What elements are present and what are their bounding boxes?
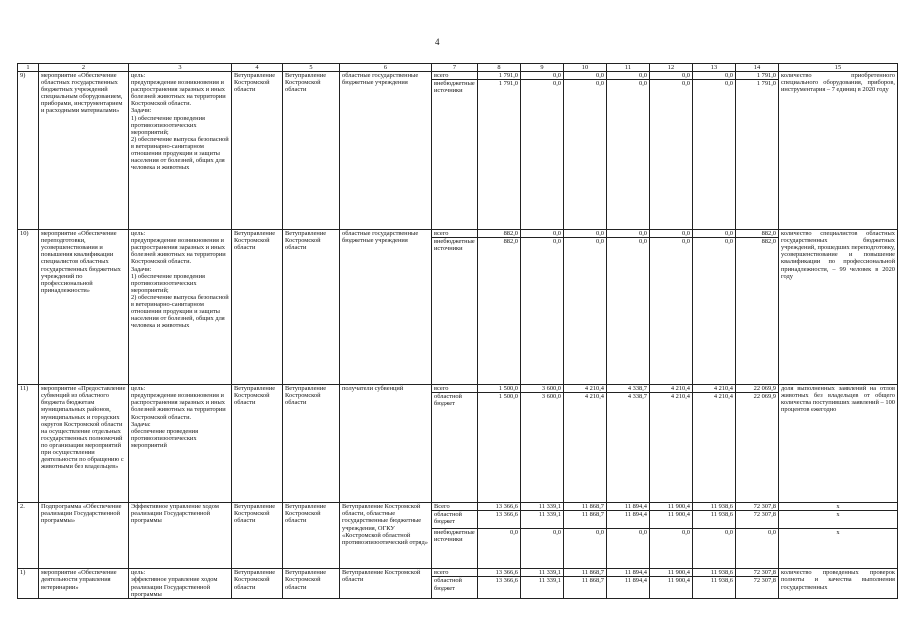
activity-name-cell: Подпрограмма «Обеспечение реализации Государственной программы» xyxy=(39,503,129,569)
column-number-7: 7 xyxy=(432,64,478,72)
column-number-8: 8 xyxy=(478,64,521,72)
funding-source-cell: всего xyxy=(432,385,478,393)
participant-cell: Ветуправление Костромской области xyxy=(340,569,432,599)
amount-cell: 0,0 xyxy=(607,80,650,230)
amount-cell: 11 900,4 xyxy=(650,569,693,577)
amount-cell: 4 210,4 xyxy=(650,393,693,503)
executor-cell: Ветуправление Костромской области xyxy=(232,503,283,569)
amount-cell: 72 307,8 xyxy=(736,577,779,599)
row-number-cell: 1) xyxy=(18,569,39,599)
table-row xyxy=(18,385,898,393)
column-number-11: 11 xyxy=(607,64,650,72)
funding-source-cell: областной бюджет xyxy=(432,577,478,599)
amount-cell: 1 791,0 xyxy=(478,72,521,80)
amount-cell: 4 210,4 xyxy=(650,385,693,393)
amount-cell: 0,0 xyxy=(650,80,693,230)
amount-cell: 0,0 xyxy=(521,529,564,569)
amount-cell: 11 900,4 xyxy=(650,577,693,599)
page-number: 4 xyxy=(435,37,440,47)
executor-cell: Ветуправление Костромской области xyxy=(232,569,283,599)
amount-cell: 0,0 xyxy=(693,230,736,238)
amount-cell: 11 894,4 xyxy=(607,503,650,511)
column-number-6: 6 xyxy=(340,64,432,72)
amount-cell: 4 210,4 xyxy=(564,393,607,503)
amount-cell: 11 339,1 xyxy=(521,577,564,599)
amount-cell: 13 366,6 xyxy=(478,569,521,577)
amount-cell: 22 069,9 xyxy=(736,385,779,393)
amount-cell: 3 600,0 xyxy=(521,393,564,503)
amount-cell: 0,0 xyxy=(650,529,693,569)
amount-cell: 11 339,1 xyxy=(521,569,564,577)
row-number-cell: 10) xyxy=(18,230,39,385)
amount-cell: 11 894,4 xyxy=(607,569,650,577)
amount-cell: 0,0 xyxy=(693,80,736,230)
amount-cell: 72 307,8 xyxy=(736,569,779,577)
executor-cell: Ветуправление Костромской области xyxy=(232,230,283,385)
amount-cell: 4 210,4 xyxy=(564,385,607,393)
row-number-cell: 9) xyxy=(18,72,39,230)
amount-cell: 72 307,8 xyxy=(736,511,779,529)
funding-source-cell: внебюджетные источники xyxy=(432,80,478,230)
amount-cell: 0,0 xyxy=(693,238,736,385)
funding-source-cell: всего xyxy=(432,72,478,80)
result-cell: количество проведенных проверок полноты и качества выполнения государственных xyxy=(779,569,898,599)
amount-cell: 882,0 xyxy=(478,238,521,385)
column-number-row xyxy=(18,64,898,72)
amount-cell: 22 069,9 xyxy=(736,393,779,503)
participant-cell: Ветуправление Костромской области, областные государственные бюджетные учреждения, ОГКУ «Костромской областной противоэпизоотический отряд» xyxy=(340,503,432,569)
funding-source-cell: всего xyxy=(432,569,478,577)
amount-cell: 4 210,4 xyxy=(693,393,736,503)
column-number-3: 3 xyxy=(129,64,232,72)
result-cell: x xyxy=(779,511,898,529)
activity-name-cell: мероприятие «Обеспечение переподготовки, усовершенствования и повышения квалификации специалистов областных государственных бюджетных учреждений по профессиональной принадлежности» xyxy=(39,230,129,385)
amount-cell: 0,0 xyxy=(564,529,607,569)
amount-cell: 0,0 xyxy=(521,72,564,80)
funding-source-cell: внебюджетные источники xyxy=(432,529,478,569)
amount-cell: 11 868,7 xyxy=(564,569,607,577)
amount-cell: 3 600,0 xyxy=(521,385,564,393)
amount-cell: 13 366,6 xyxy=(478,511,521,529)
amount-cell: 4 338,7 xyxy=(607,385,650,393)
amount-cell: 11 339,1 xyxy=(521,511,564,529)
funding-source-cell: внебюджетные источники xyxy=(432,238,478,385)
column-number-15: 15 xyxy=(779,64,898,72)
participant-cell: получатели субвенций xyxy=(340,385,432,503)
amount-cell: 0,0 xyxy=(564,238,607,385)
column-number-4: 4 xyxy=(232,64,283,72)
amount-cell: 1 500,0 xyxy=(478,385,521,393)
participant-cell: областные государственные бюджетные учреждения xyxy=(340,230,432,385)
goal-cell: цель: предупреждение возникновения и распространения заразных и иных болезней животных на территории Костромской области. Задачи: 1) обеспечение проведения противоэпизоотических мероприятий; 2) обеспечение выпуска безопасной в ветеринарно-санитарном отношении продукции и защиты населения от болезней, общих для человека и животных xyxy=(129,72,232,230)
amount-cell: 0,0 xyxy=(607,529,650,569)
amount-cell: 0,0 xyxy=(521,80,564,230)
amount-cell: 0,0 xyxy=(564,80,607,230)
coexecutor-cell: Ветуправление Костромской области xyxy=(283,503,340,569)
participant-cell: областные государственные бюджетные учреждения xyxy=(340,72,432,230)
column-number-2: 2 xyxy=(39,64,129,72)
column-number-9: 9 xyxy=(521,64,564,72)
funding-source-cell: всего xyxy=(432,230,478,238)
amount-cell: 0,0 xyxy=(650,230,693,238)
table-row xyxy=(18,230,898,238)
amount-cell: 11 894,4 xyxy=(607,511,650,529)
table-row xyxy=(18,503,898,511)
amount-cell: 0,0 xyxy=(607,238,650,385)
column-number-14: 14 xyxy=(736,64,779,72)
funding-source-cell: Всего xyxy=(432,503,478,511)
result-cell: доля выполненных заявлений на отлов животных без владельцев от общего количества поступивших заявлений – 100 процентов ежегодно xyxy=(779,385,898,503)
amount-cell: 11 868,7 xyxy=(564,503,607,511)
amount-cell: 0,0 xyxy=(564,230,607,238)
goal-cell: цель: предупреждение возникновения и распространения заразных и иных болезней животных на территории Костромской области. Задачи: 1) обеспечение проведения противоэпизоотических мероприятий; 2) обеспечение выпуска безопасной в ветеринарно-санитарном отношении продукции и защиты населения от болезней, общих для человека и животных xyxy=(129,230,232,385)
amount-cell: 882,0 xyxy=(736,238,779,385)
result-cell: количество приобретенного специального оборудования, приборов, инструментария – 7 единиц в 2020 году xyxy=(779,72,898,230)
coexecutor-cell: Ветуправление Костромской области xyxy=(283,569,340,599)
amount-cell: 11 938,6 xyxy=(693,511,736,529)
amount-cell: 4 210,4 xyxy=(693,385,736,393)
amount-cell: 11 868,7 xyxy=(564,577,607,599)
amount-cell: 0,0 xyxy=(736,529,779,569)
column-number-5: 5 xyxy=(283,64,340,72)
amount-cell: 1 791,0 xyxy=(736,80,779,230)
column-number-1: 1 xyxy=(18,64,39,72)
amount-cell: 11 938,6 xyxy=(693,569,736,577)
goal-cell: цель: эффективное управление ходом реализации Государственной программы xyxy=(129,569,232,599)
amount-cell: 11 339,1 xyxy=(521,503,564,511)
row-number-cell: 11) xyxy=(18,385,39,503)
amount-cell: 0,0 xyxy=(607,230,650,238)
goal-cell: Эффективное управление ходом реализации Государственной программы xyxy=(129,503,232,569)
amount-cell: 0,0 xyxy=(693,72,736,80)
amount-cell: 11 900,4 xyxy=(650,511,693,529)
coexecutor-cell: Ветуправление Костромской области xyxy=(283,385,340,503)
result-cell: x xyxy=(779,503,898,511)
activity-name-cell: мероприятие «Предоставление субвенций из областного бюджета бюджетам муниципальных районов, муниципальных и городских округов Костромской области на осуществление отдельных государственных полномочий по организации мероприятий при осуществлении деятельности по обращению с животными без владельцев» xyxy=(39,385,129,503)
amount-cell: 0,0 xyxy=(521,230,564,238)
amount-cell: 0,0 xyxy=(650,72,693,80)
amount-cell: 4 338,7 xyxy=(607,393,650,503)
table-row xyxy=(18,569,898,577)
table-row xyxy=(18,72,898,80)
amount-cell: 882,0 xyxy=(736,230,779,238)
amount-cell: 11 900,4 xyxy=(650,503,693,511)
amount-cell: 1 791,0 xyxy=(736,72,779,80)
amount-cell: 0,0 xyxy=(607,72,650,80)
amount-cell: 1 500,0 xyxy=(478,393,521,503)
amount-cell: 1 791,0 xyxy=(478,80,521,230)
row-number-cell: 2. xyxy=(18,503,39,569)
goal-cell: цель: предупреждение возникновения и распространения заразных и иных болезней животных на территории Костромской области. Задача: обеспечение проведения противоэпизоотических мероприятий xyxy=(129,385,232,503)
coexecutor-cell: Ветуправление Костромской области xyxy=(283,230,340,385)
amount-cell: 882,0 xyxy=(478,230,521,238)
column-number-12: 12 xyxy=(650,64,693,72)
amount-cell: 11 868,7 xyxy=(564,511,607,529)
funding-source-cell: областной бюджет xyxy=(432,393,478,503)
column-number-13: 13 xyxy=(693,64,736,72)
column-number-10: 10 xyxy=(564,64,607,72)
coexecutor-cell: Ветуправление Костромской области xyxy=(283,72,340,230)
activity-name-cell: мероприятие «Обеспечение областных государственных бюджетных учреждений специальным оборудованием, приборами, инструментарием и расходными материалами» xyxy=(39,72,129,230)
executor-cell: Ветуправление Костромской области xyxy=(232,385,283,503)
activity-name-cell: мероприятие «Обеспечение деятельности управления ветеринарии» xyxy=(39,569,129,599)
amount-cell: 0,0 xyxy=(478,529,521,569)
amount-cell: 0,0 xyxy=(650,238,693,385)
amount-cell: 11 938,6 xyxy=(693,577,736,599)
amount-cell: 11 894,4 xyxy=(607,577,650,599)
amount-cell: 13 366,6 xyxy=(478,503,521,511)
executor-cell: Ветуправление Костромской области xyxy=(232,72,283,230)
funding-source-cell: областной бюджет xyxy=(432,511,478,529)
result-cell: количество специалистов областных государственных бюджетных учреждений, прошедших переподготовку, усовершенствование и повышение квалификации по профессиональной принадлежности, – 99 человек в 2020 году xyxy=(779,230,898,385)
amount-cell: 0,0 xyxy=(521,238,564,385)
amount-cell: 0,0 xyxy=(693,529,736,569)
amount-cell: 13 366,6 xyxy=(478,577,521,599)
amount-cell: 0,0 xyxy=(564,72,607,80)
program-table xyxy=(17,63,898,599)
result-cell: x xyxy=(779,529,898,569)
amount-cell: 72 307,8 xyxy=(736,503,779,511)
amount-cell: 11 938,6 xyxy=(693,503,736,511)
